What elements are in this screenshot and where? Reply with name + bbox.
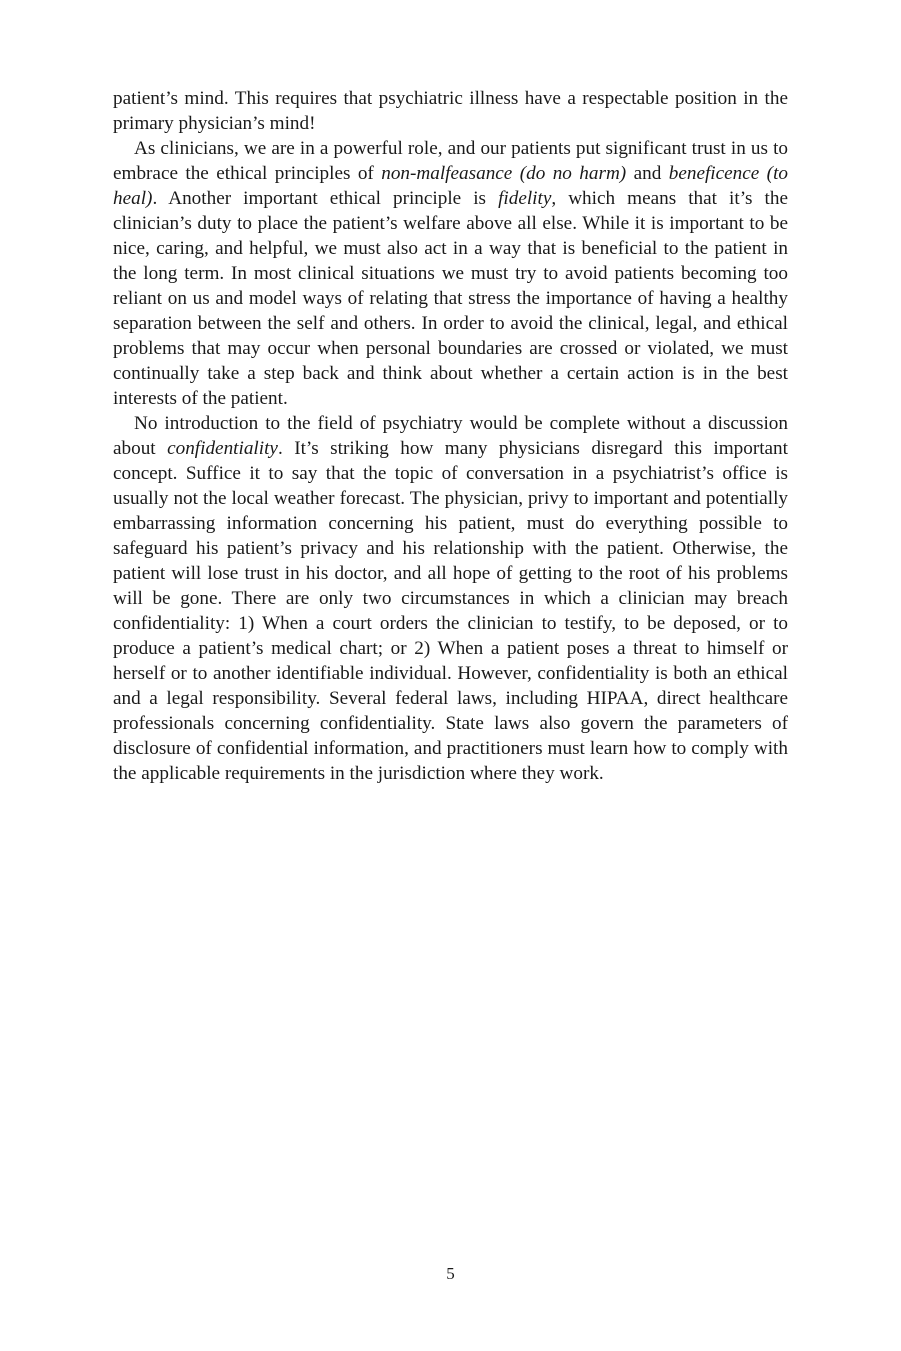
text-segment: and (626, 163, 669, 184)
text-segment: . Another important ethical principle is (152, 188, 499, 209)
italic-term: beneficence (to heal) (113, 163, 788, 209)
paragraph-2 (113, 136, 788, 411)
text-segment: , which means that it’s the clinician’s duty to place the patient’s welfare above all else. While it is important to be nice, caring, and helpful, we must also act in a way that is beneficial to the patient in the long term. In most clinical situations we must try to avoid patients becoming too reliant on us and model ways of relating that stress the importance of having a healthy separation between the self and others. In order to avoid the clinical, legal, and ethical problems that may occur when personal boundaries are crossed or violated, we must continually take a step back and think about whether a certain action is in the best interests of the patient. (113, 188, 788, 409)
italic-term: non-malfeasance (do no harm) (381, 163, 627, 184)
text-segment: . It’s striking how many physicians disregard this important concept. Suffice it to say that the topic of conversation in a psychiatrist’s office is usually not the local weather forecast. The physician, privy to important and potentially embarrassing information concerning his patient, must do everything possible to safeguard his patient’s privacy and his relationship with the patient. Otherwise, the patient will lose trust in his doctor, and all hope of getting to the root of his problems will be gone. There are only two circumstances in which a clinician may breach confidentiality: 1) When a court orders the clinician to testify, to be deposed, or to produce a patient’s medical chart; or 2) When a patient poses a threat to himself or herself or to another identifiable individual. However, confidentiality is both an ethical and a legal responsibility. Several federal laws, including HIPAA, direct healthcare professionals concerning confidentiality. State laws also govern the parameters of disclosure of confidential information, and practitioners must learn how to comply with the applicable requirements in the jurisdiction where they work. (113, 438, 788, 784)
paragraph-1 (113, 86, 788, 136)
page-body (113, 86, 788, 786)
text-segment: As clinicians, we are in a powerful role, and our patients put significant trust in us to embrace the ethical principles of (113, 138, 788, 184)
paragraph-3 (113, 411, 788, 786)
page-number: 5 (446, 1264, 455, 1283)
text-segment: patient’s mind. This requires that psychiatric illness have a respectable position in the primary physician’s mind! (113, 88, 788, 134)
italic-term: confidentiality (167, 438, 278, 459)
text-segment: No introduction to the field of psychiatry would be complete without a discussion about (113, 413, 788, 459)
italic-term: fidelity (498, 188, 552, 209)
